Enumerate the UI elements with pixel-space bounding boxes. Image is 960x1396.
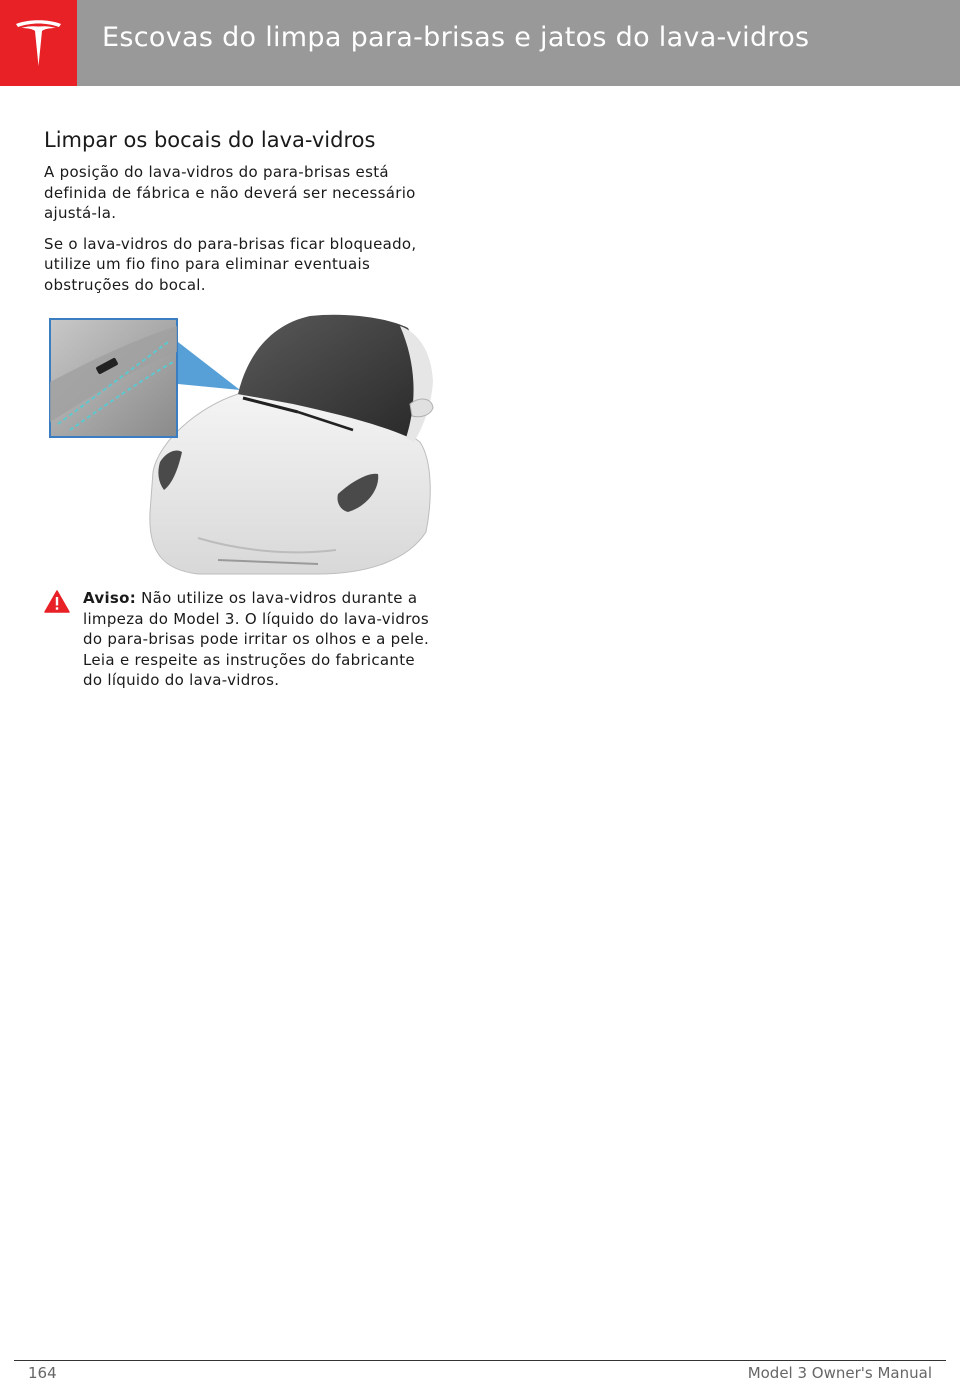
warning-body: Não utilize os lava-vidros durante a limpeza do Model 3. O líquido do lava-vidros do para-brisas pode irritar os olhos e a pele. Leia e respeite as instruções do fabricante do líquido do lava-vidros. [83, 589, 430, 689]
warning-text [83, 588, 439, 691]
section-content [44, 128, 439, 305]
manual-name: Model 3 Owner's Manual [747, 1364, 932, 1382]
warning-notice [44, 588, 439, 691]
page-header [0, 0, 960, 86]
page-title: Escovas do limpa para-brisas e jatos do lava-vidros [102, 22, 810, 53]
warning-label: Aviso: [83, 589, 137, 607]
brand-logo-box [0, 0, 77, 86]
section-heading: Limpar os bocais do lava-vidros [44, 128, 376, 152]
footer-divider [14, 1360, 946, 1361]
page-number: 164 [28, 1364, 57, 1382]
paragraph-factory-setting: A posição do lava-vidros do para-brisas está definida de fábrica e não deverá ser necessário ajustá-la. [44, 163, 416, 222]
paragraph-blocked-nozzle: Se o lava-vidros do para-brisas ficar bloqueado, utilize um fio fino para eliminar eventuais obstruções do bocal. [44, 234, 417, 294]
washer-nozzle-illustration [48, 312, 436, 576]
tesla-logo-icon [14, 18, 63, 68]
warning-triangle-icon [44, 590, 70, 614]
